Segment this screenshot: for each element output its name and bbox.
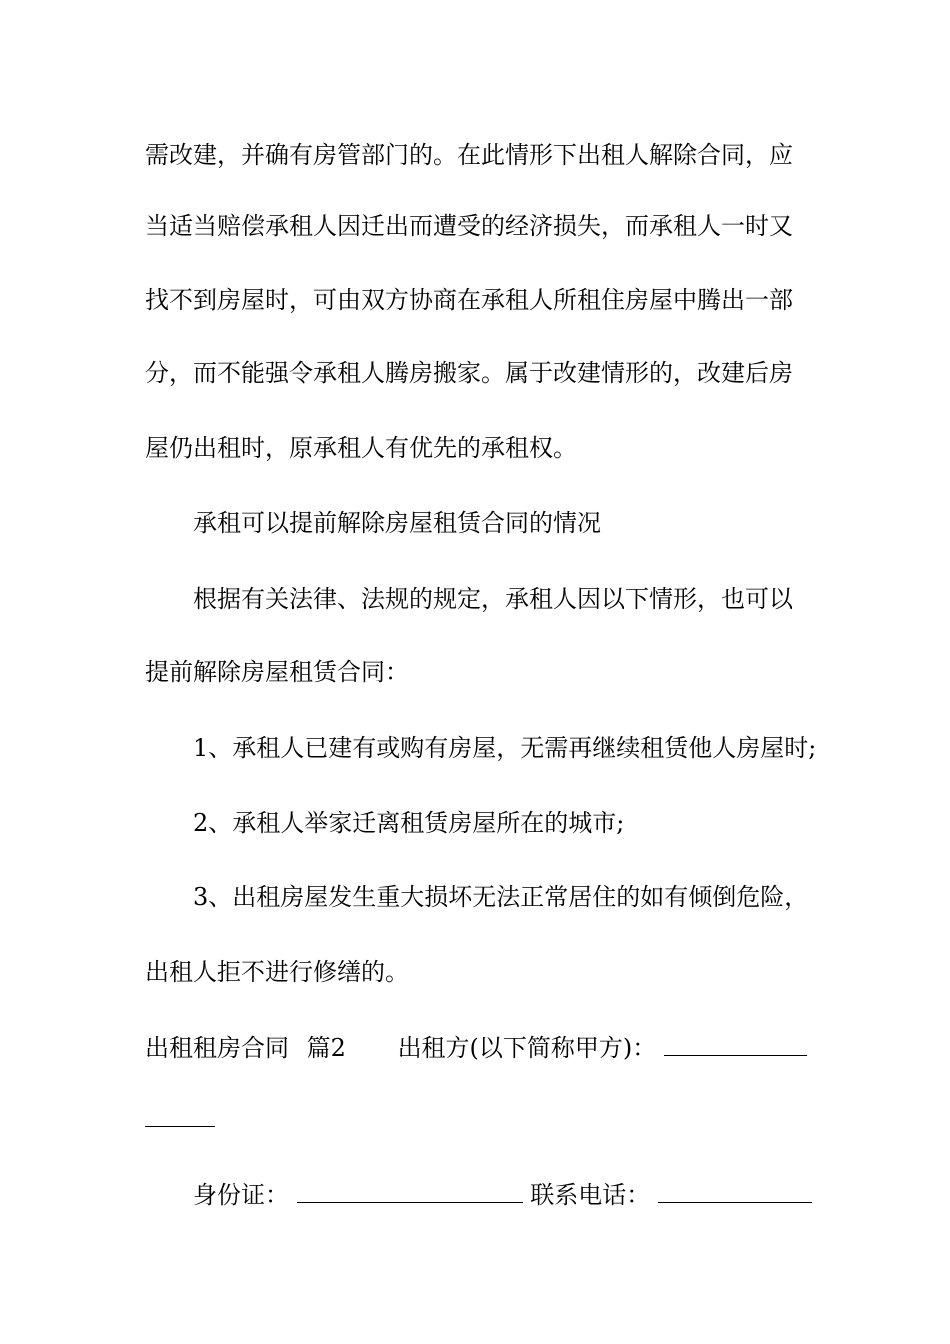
section-heading: 承租可以提前解除房屋租赁合同的情况: [193, 509, 601, 537]
contract-title: 出租租房合同: [145, 1034, 289, 1062]
list-item-3: 3、出租房屋发生重大损坏无法正常居住的如有倾倒危险，: [193, 883, 809, 911]
lessor-label: 出租方(以下简称甲方)：: [397, 1034, 657, 1062]
intro-line-1: 根据有关法律、法规的规定，承租人因以下情形，也可以: [193, 585, 793, 613]
list-item-1: 1、承租人已建有或购有房屋，无需再继续租赁他人房屋时;: [193, 734, 817, 762]
contract-2-header-line: [145, 1033, 807, 1063]
paragraph-line-2: 当适当赔偿承租人因迁出而遭受的经济损失，而承租人一时又: [145, 212, 793, 240]
paragraph-line-1: 需改建，并确有房管部门的。在此情形下出租人解除合同，应: [145, 141, 793, 169]
intro-line-2: 提前解除房屋租赁合同：: [145, 658, 409, 686]
paragraph-line-3: 找不到房屋时，可由双方协商在承租人所租住房屋中腾出一部: [145, 286, 793, 314]
lessor-name-blank-continued-line: [145, 1104, 215, 1134]
id-phone-line: [193, 1180, 812, 1210]
paragraph-line-4: 分，而不能强令承租人腾房搬家。属于改建情形的，改建后房: [145, 359, 793, 387]
contract-part: 篇2: [306, 1034, 346, 1062]
id-number-blank[interactable]: [297, 1180, 523, 1203]
lessor-name-blank-continued[interactable]: [145, 1104, 215, 1127]
list-item-3-continued: 出租人拒不进行修缮的。: [145, 958, 409, 986]
phone-label: 联系电话：: [530, 1181, 651, 1209]
lessor-name-blank[interactable]: [664, 1033, 807, 1056]
paragraph-line-5: 屋仍出租时，原承租人有优先的承租权。: [145, 434, 577, 462]
id-label: 身份证：: [193, 1181, 289, 1209]
list-item-2: 2、承租人举家迁离租赁房屋所在的城市;: [193, 809, 625, 837]
phone-number-blank[interactable]: [658, 1180, 812, 1203]
